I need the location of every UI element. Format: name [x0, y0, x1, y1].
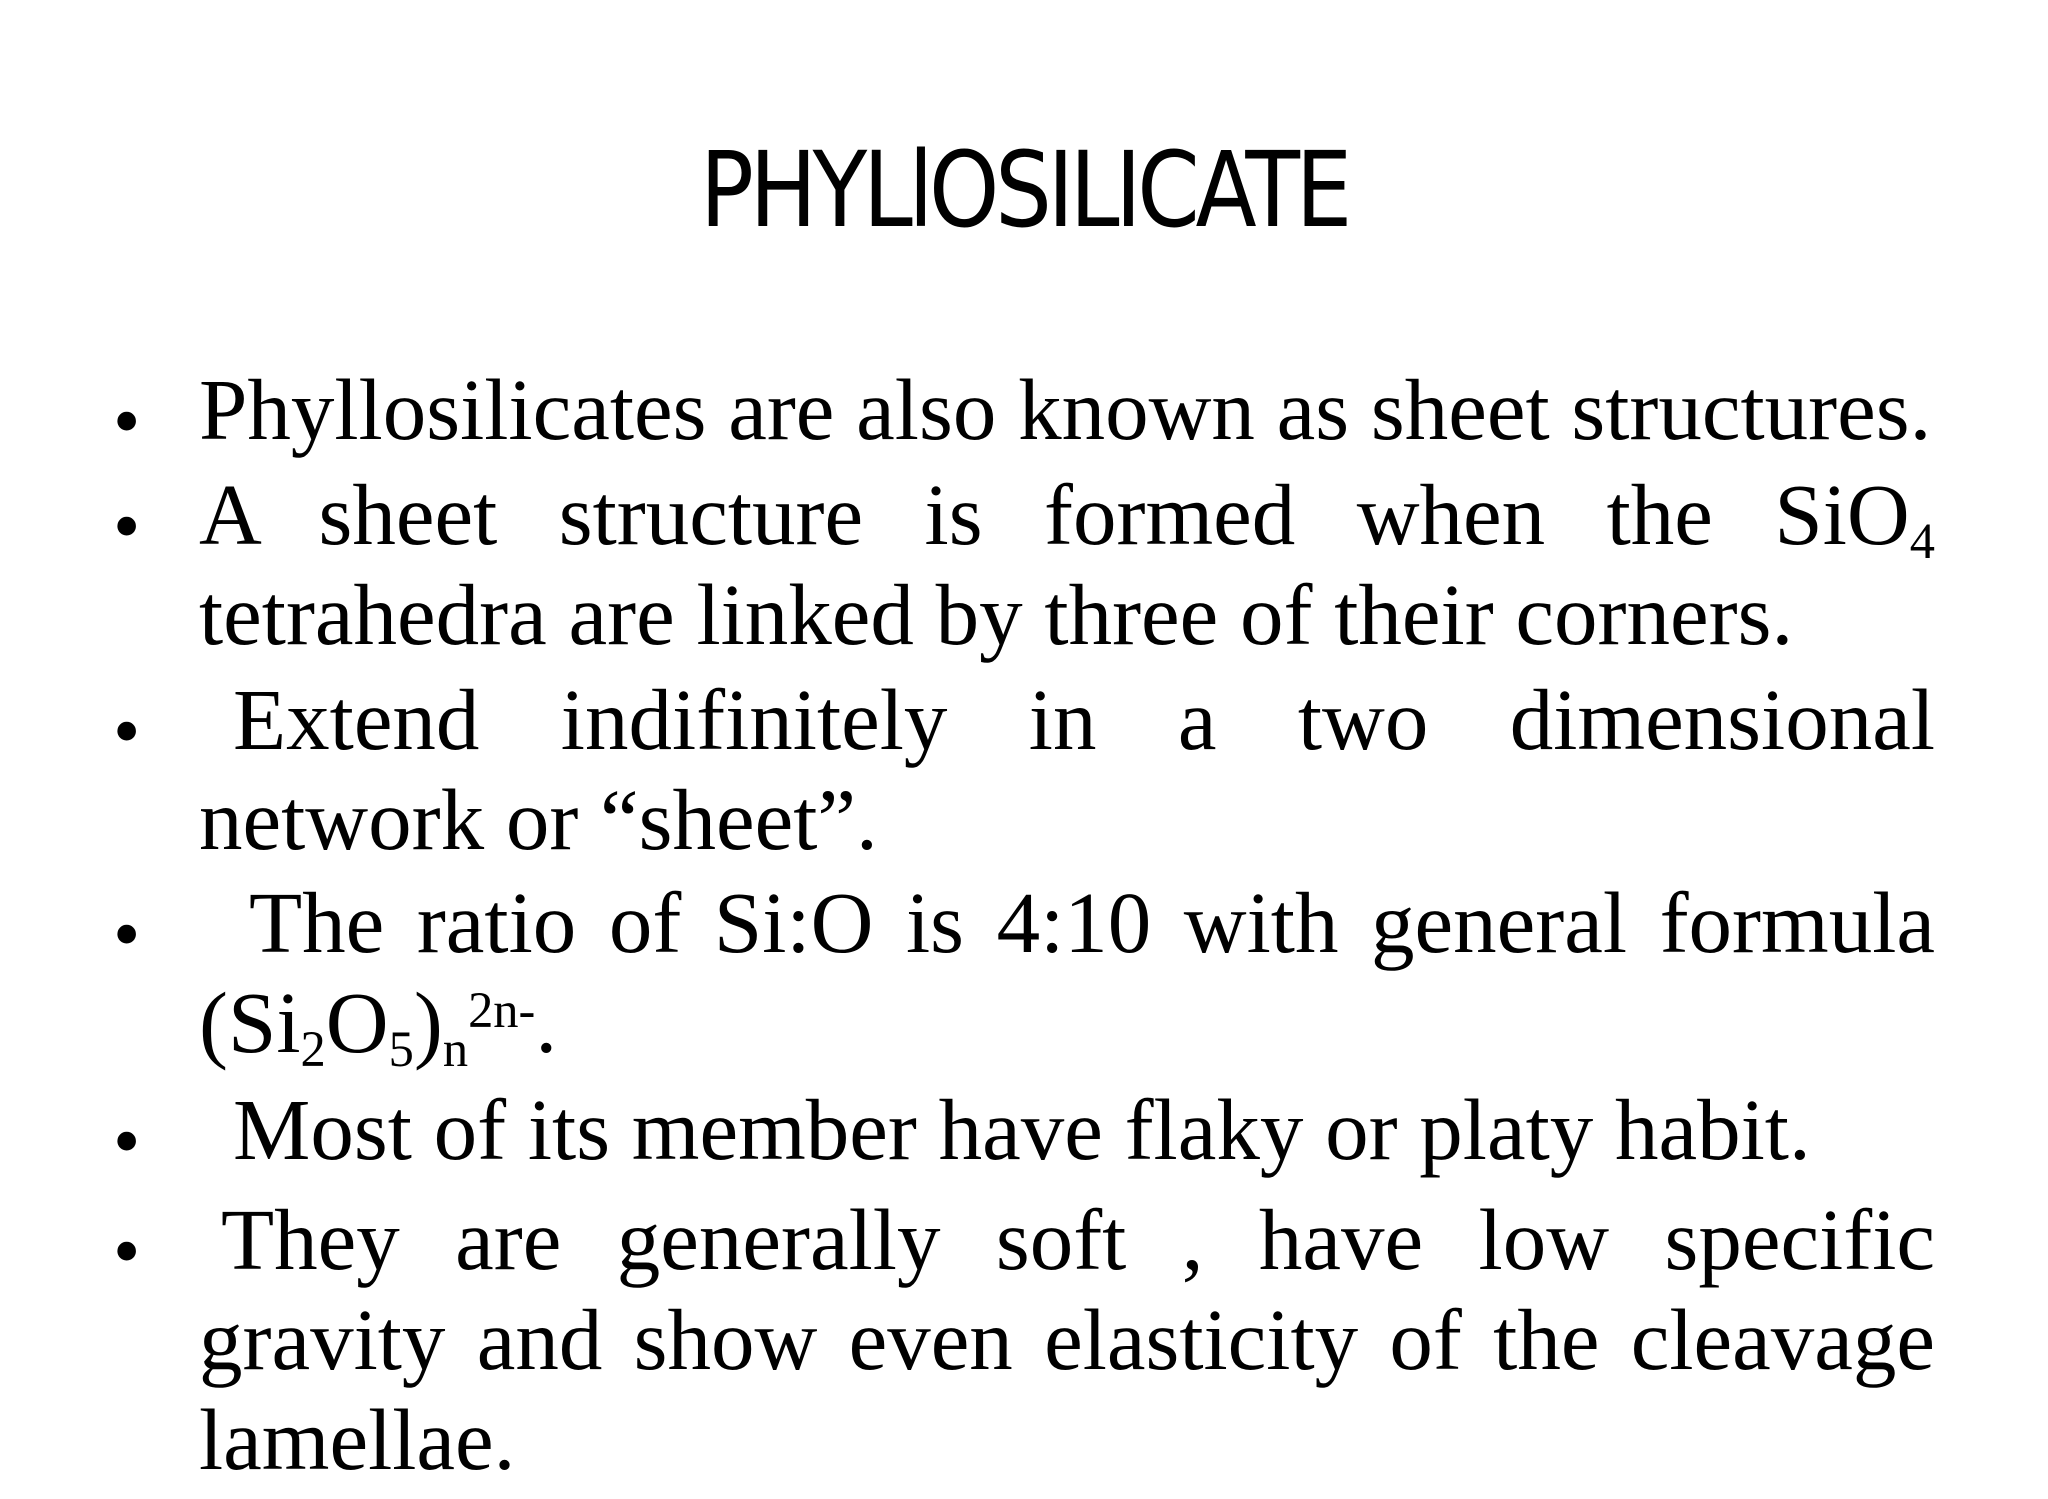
bullet-icon: • — [113, 1207, 141, 1294]
bullet-text-part: The ratio of Si:O is 4:10 with general formula (Si — [199, 874, 1935, 1071]
bullet-text-part: tetrahedra are linked by three of their corners. — [199, 566, 1794, 663]
bullet-icon: • — [113, 377, 141, 464]
bullet-text-part: A sheet structure is formed when the SiO — [199, 466, 1910, 563]
bullet-text — [199, 1190, 1935, 1490]
bullet-icon: • — [113, 890, 141, 977]
subscript: 5 — [388, 1021, 414, 1078]
subscript: 4 — [1909, 513, 1935, 570]
bullet-text-part: They are generally soft , have low specific gravity and show even elasticity of the cleavage lamellae. — [199, 1191, 1935, 1488]
bullet-text: Phyllosilicates are also known as sheet structures. — [199, 361, 1932, 458]
bullet-text-part: O — [325, 974, 389, 1071]
bullet-text-part: Extend indifinitely in a two dimensional network or “sheet”. — [199, 671, 1935, 868]
bullet-icon: • — [113, 482, 141, 569]
bullet-text-part: . — [535, 974, 558, 1071]
bullet-text-part: Most of its member have flaky or platy habit. — [233, 1081, 1811, 1178]
bullet-text — [199, 1080, 1935, 1180]
bullet-text — [199, 873, 1935, 1078]
bullet-icon: • — [113, 687, 141, 774]
bullet-text-part: ) — [413, 974, 443, 1071]
subscript: n — [442, 1021, 469, 1078]
bullet-text — [199, 465, 1935, 665]
slide-title: PHYLlOSILICATE — [700, 129, 1348, 251]
bullet-icon: • — [113, 1097, 141, 1184]
subscript: 2 — [300, 1021, 326, 1078]
superscript: 2n- — [468, 981, 536, 1038]
bullet-text — [199, 670, 1935, 870]
